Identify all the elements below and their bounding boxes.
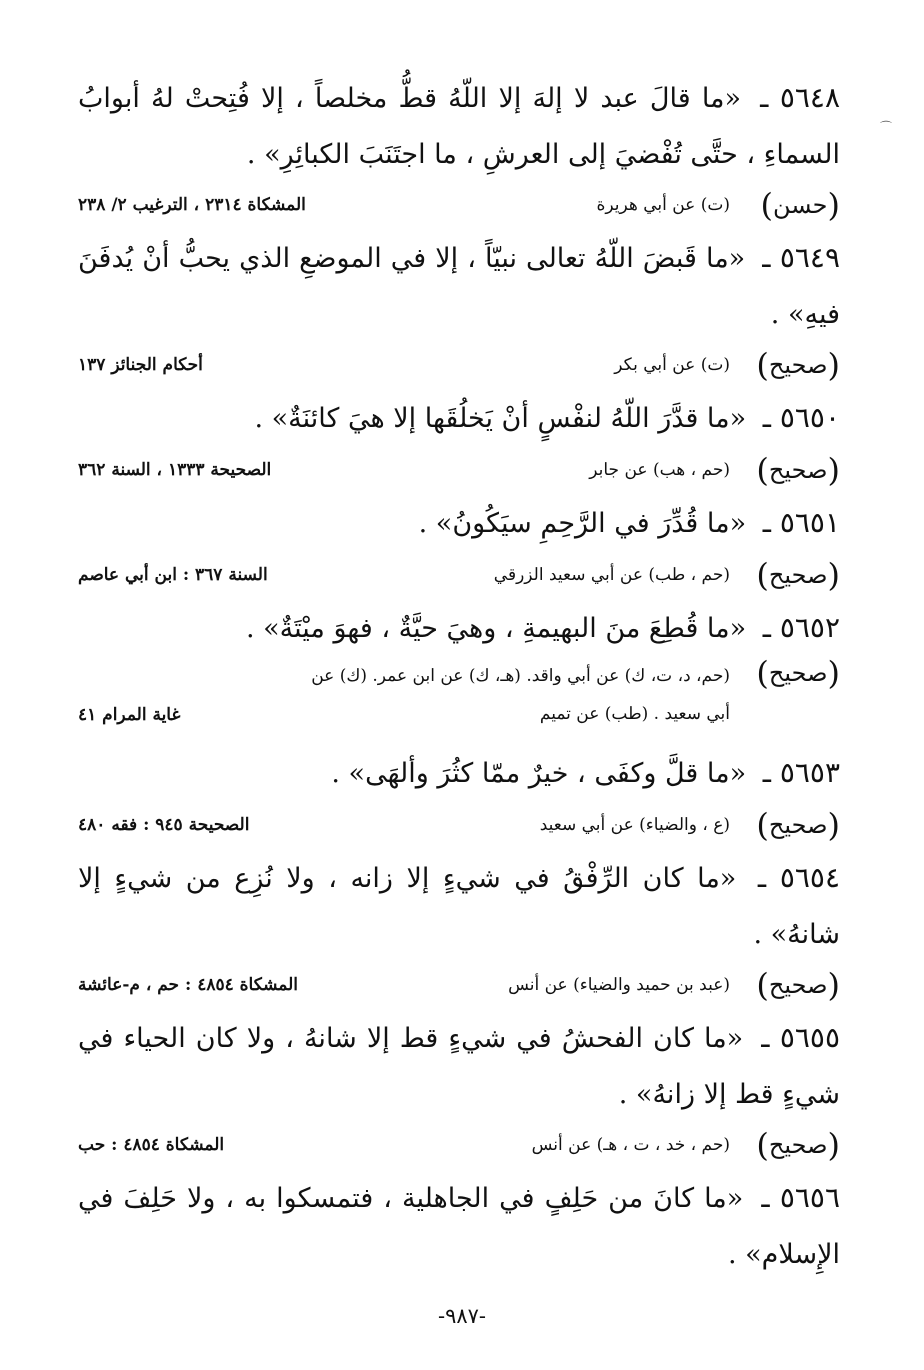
source-citation: (ت) عن أبي هريرة [596, 195, 730, 215]
hadith-text [78, 600, 840, 657]
hadith-body: «ما قدَّرَ اللّهُ لنفْسٍ أنْ يَخلُقَها إلا هيَ كائنَةٌ» . [254, 403, 747, 434]
book-reference: أحكام الجنائز ١٣٧ [78, 355, 203, 375]
hadith-number: ٥٦٥٢ ـ [762, 611, 840, 644]
book-reference: المشكاة ٤٨٥٤ : حب [78, 1135, 225, 1155]
hadith-reference-line [78, 962, 840, 1008]
hadith-body: «ما قُطِعَ منَ البهيمةِ ، وهيَ حيَّةٌ ، فهوَ ميْتَةٌ» . [245, 613, 747, 644]
grade-text: صحيح [768, 811, 828, 839]
hadith-text [78, 495, 840, 552]
hadith-number: ٥٦٥٥ ـ [761, 1021, 840, 1054]
hadith-reference-line [78, 1122, 840, 1168]
source-citation: (حم ، طب) عن أبي سعيد الزرقي [493, 565, 730, 585]
hadith-body: «ما قالَ عبد لا إلهَ إلا اللّهُ قطُّ مخلصاً ، إلا فُتِحتْ لهُ أبوابُ السماءِ ، حتَّى تُفْضيَ إلى العرشِ ، ما اجتَنَبَ الكبائِرِ» . [78, 83, 840, 170]
source-citation: (ع ، والضياء) عن أبي سعيد [539, 815, 730, 835]
source-citation [300, 657, 740, 733]
hadith-text [78, 390, 840, 447]
grade-text: صحيح [768, 659, 828, 687]
source-citation: (عبد بن حميد والضياء) عن أنس [508, 975, 730, 995]
hadith-body: «ما قَبضَ اللّهُ تعالى نبيّاً ، إلا في الموضعِ الذي يحبُّ أنْ يُدفَنَ فيهِ» . [78, 243, 840, 330]
book-reference: الصحيحة ١٣٣٣ ، السنة ٣٦٢ [78, 460, 272, 480]
hadith-text [78, 850, 840, 962]
source-citation-line: (حم، د، ت، ك) عن أبي واقد. (هـ، ك) عن ابن عمر. (ك) عن [311, 666, 730, 686]
grade-text: صحيح [768, 971, 828, 999]
grade-text: صحيح [768, 561, 828, 589]
grade-label: ( صحيح ) [756, 1126, 840, 1164]
hadith-body: «ما كانَ من حَلِفٍ في الجاهلية ، فتمسكوا به ، ولا حَلِفَ في الإِسلام» . [78, 1183, 840, 1270]
hadith-body: «ما كان الفحشُ في شيءٍ قط إلا شانهُ ، ولا كان الحياء في شيءٍ قط إلا زانهُ» . [78, 1023, 840, 1110]
grade-text: حسن [773, 191, 828, 219]
grade-label: ( صحيح ) [756, 806, 840, 844]
hadith-reference-line [78, 342, 840, 388]
hadith-number: ٥٦٥٦ ـ [761, 1181, 840, 1214]
hadith-reference-line [78, 654, 840, 743]
book-reference: السنة ٣٦٧ : ابن أبي عاصم [78, 565, 268, 585]
source-citation: (حم ، هب) عن جابر [589, 460, 730, 480]
grade-label: ( حسن ) [760, 186, 840, 224]
grade-text: صحيح [768, 1131, 828, 1159]
book-reference: الصحيحة ٩٤٥ : فقه ٤٨٠ [78, 815, 250, 835]
hadith-reference-line [78, 802, 840, 848]
grade-label: ( صحيح ) [756, 654, 840, 692]
hadith-number: ٥٦٤٩ ـ [762, 241, 840, 274]
hadith-body: «ما قلَّ وكفَى ، خيرٌ ممّا كثُرَ وألهَى» . [331, 758, 747, 789]
hadith-body: «ما كان الرِّفْقُ في شيءٍ إلا زانه ، ولا نُزِع من شيءٍ إلا شانهُ» . [78, 863, 840, 950]
hadith-number: ٥٦٤٨ ـ [760, 81, 840, 114]
grade-label: ( صحيح ) [756, 966, 840, 1004]
hadith-text [78, 1170, 840, 1282]
hadith-number: ٥٦٥٤ ـ [757, 861, 840, 894]
hadith-number: ٥٦٥٣ ـ [762, 756, 840, 789]
hadith-text [78, 745, 840, 802]
grade-label: ( صحيح ) [756, 346, 840, 384]
grade-text: صحيح [768, 351, 828, 379]
book-reference: غاية المرام ٤١ [78, 705, 181, 725]
source-citation: (ت) عن أبي بكر [614, 355, 730, 375]
hadith-number: ٥٦٥١ ـ [762, 506, 840, 539]
grade-text: صحيح [768, 456, 828, 484]
hadith-text [78, 230, 840, 342]
hadith-number: ٥٦٥٠ ـ [762, 401, 840, 434]
hadith-body: «ما قُدِّرَ في الرَّحِمِ سيَكُونُ» . [418, 508, 747, 539]
hadith-reference-line [78, 447, 840, 493]
book-reference: المشكاة ٢٣١٤ ، الترغيب ٢/ ٢٣٨ [78, 195, 306, 215]
document-page [78, 70, 840, 1360]
hadith-text [78, 1010, 840, 1122]
grade-label: ( صحيح ) [756, 556, 840, 594]
page-number: -٩٨٧- [437, 1304, 487, 1328]
source-citation-line: أبي سعيد . (طب) عن تميم [539, 704, 730, 724]
hadith-reference-line [78, 182, 840, 228]
hadith-text [78, 70, 840, 182]
hadith-reference-line [78, 552, 840, 598]
grade-label: ( صحيح ) [756, 451, 840, 489]
margin-mark: ⌒ [879, 120, 892, 134]
book-reference: المشكاة ٤٨٥٤ : حم ، م-عائشة [78, 975, 299, 995]
source-citation: (حم ، خد ، ت ، هـ) عن أنس [531, 1135, 730, 1155]
